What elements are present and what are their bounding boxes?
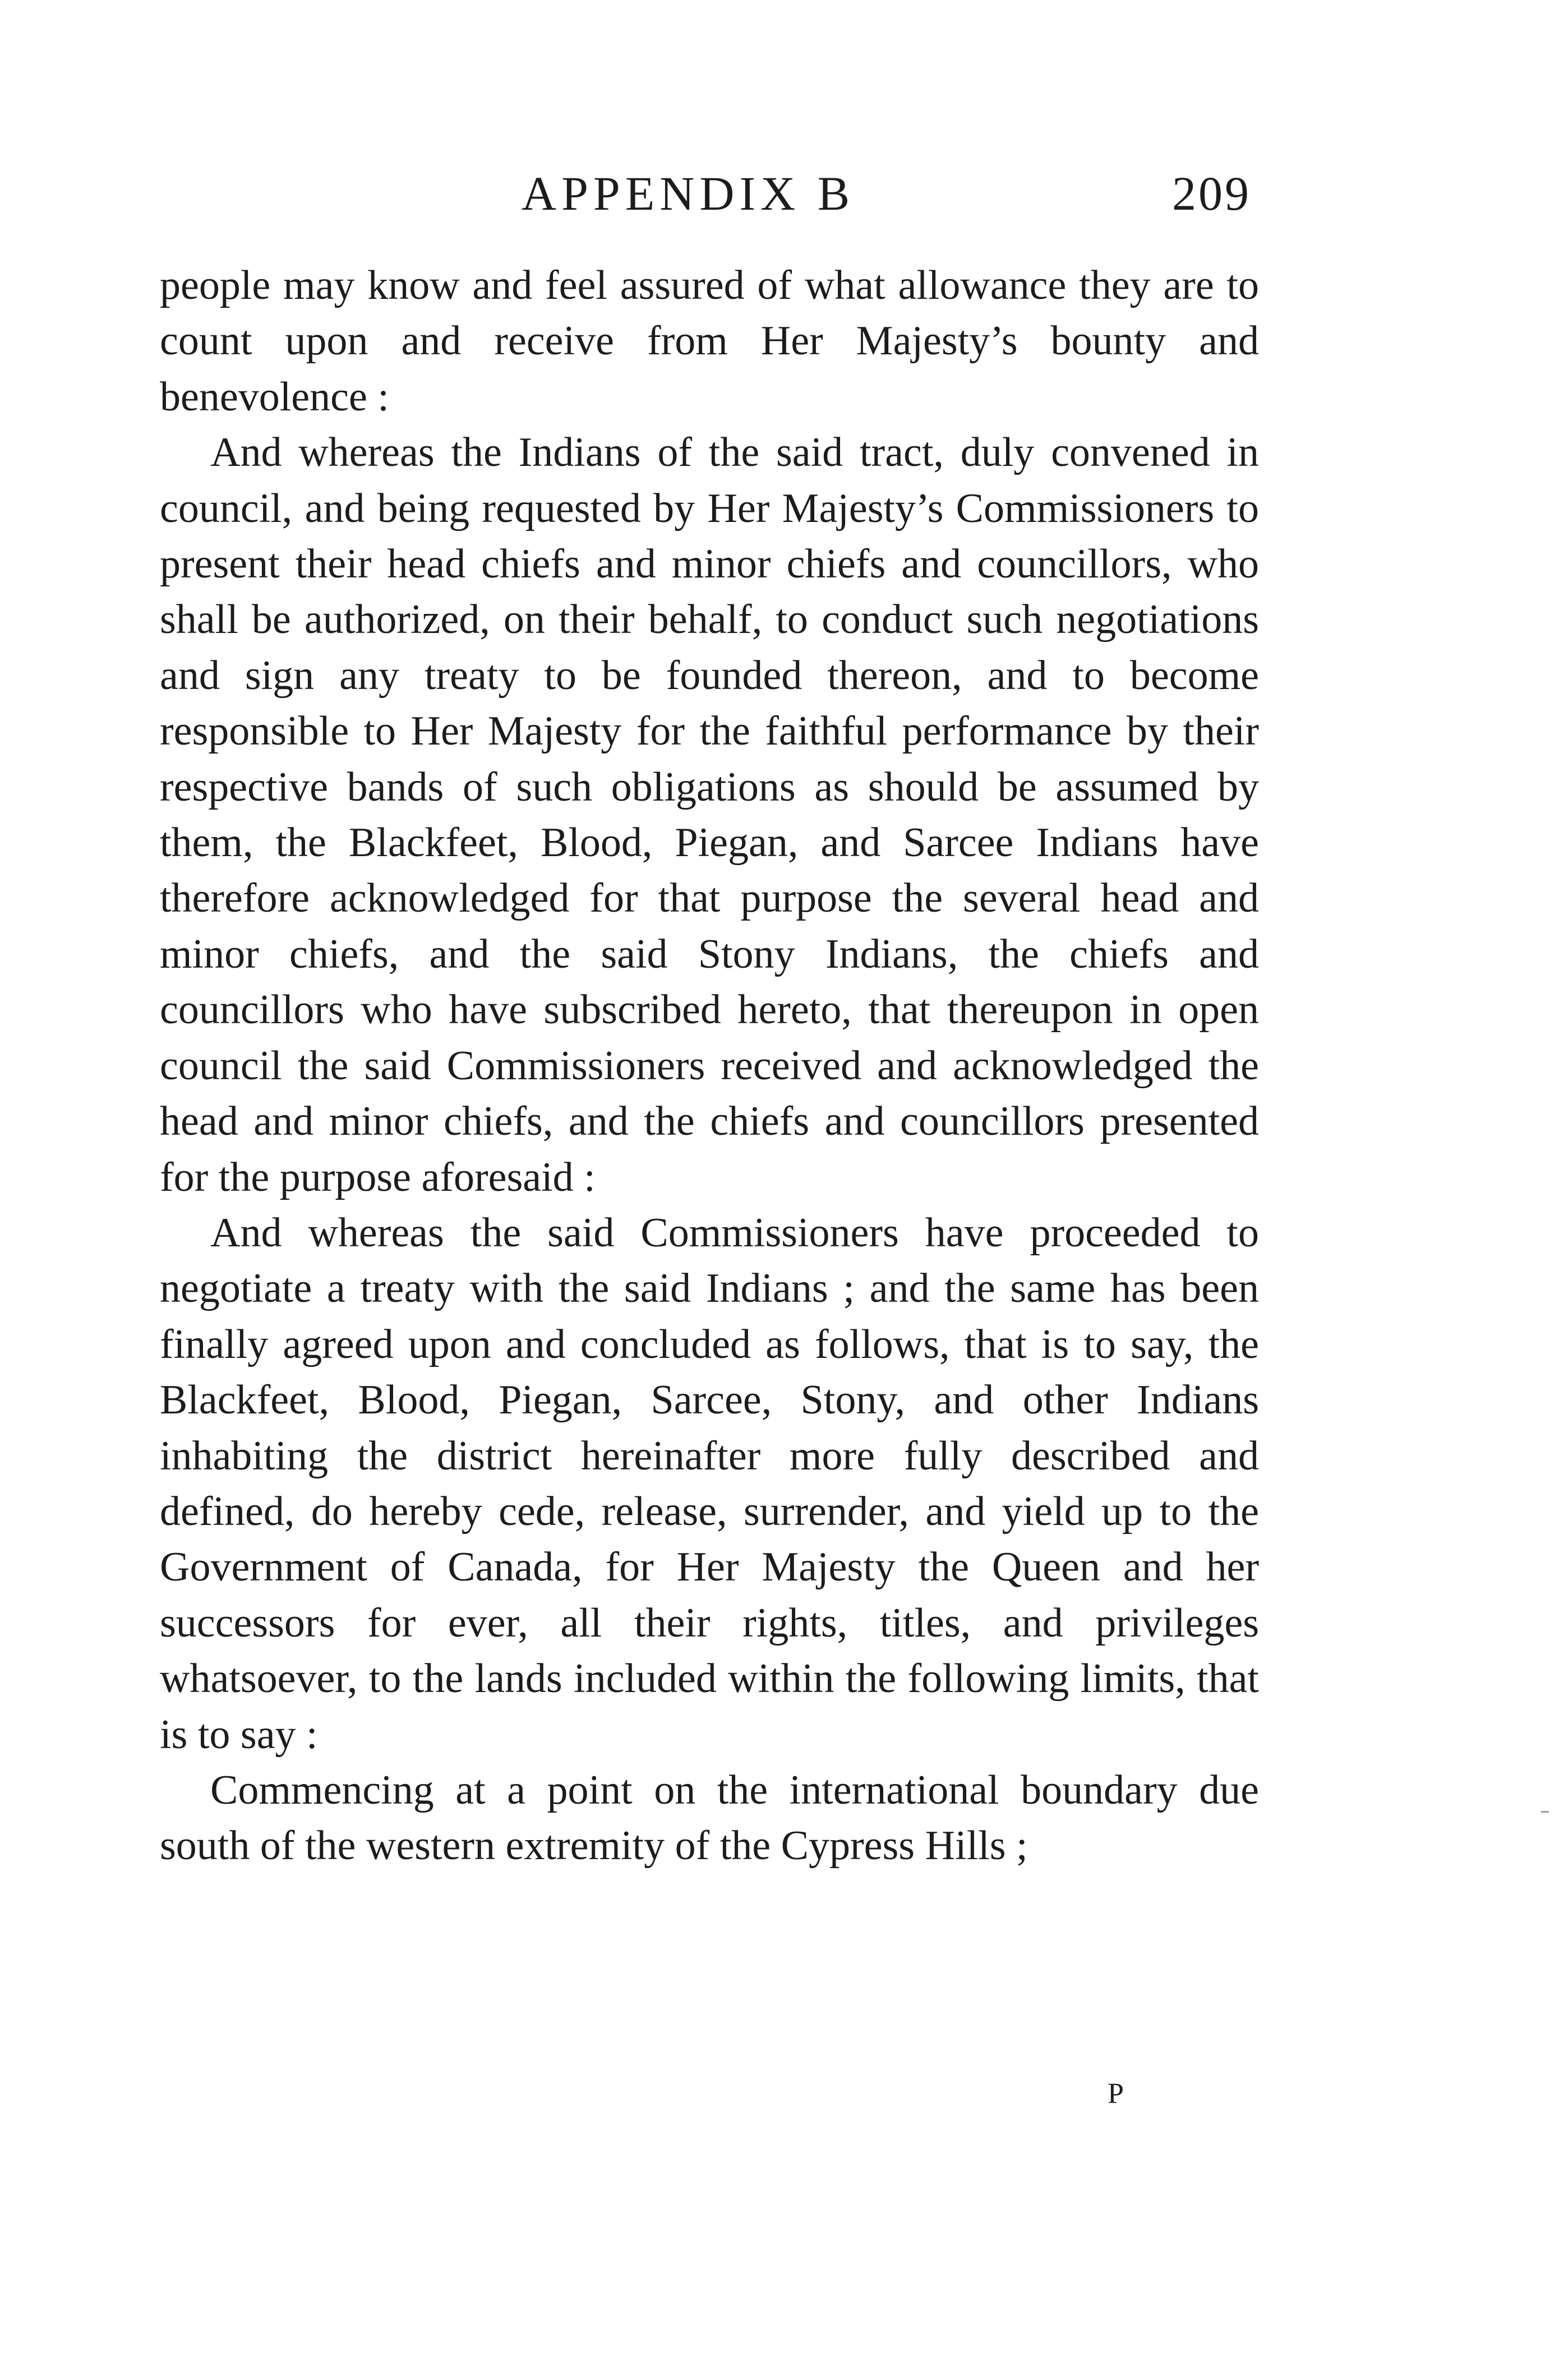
page-number: 209: [1172, 167, 1251, 220]
paragraph-continuation: people may know and feel assured of what allowance they are to count upon and receive from Her Majesty’s bounty and benevolence :: [160, 262, 1259, 420]
margin-mark: [1541, 1811, 1549, 1813]
paragraph-commencing: Commencing at a point on the international boundary due south of the western extremity of the Cypress Hills ;: [160, 1767, 1259, 1869]
page-header: [0, 163, 1559, 224]
paragraph-whereas-council: And whereas the Indians of the said tract, duly convened in council, and being requested by Her Majesty’s Commissioners to present their head chiefs and minor chiefs and councillors, who shall be authorized, on their behalf, to conduct such negotiations and sign any treaty to be founded thereon, and to become responsible to Her Majesty for the faithful performance by their respective bands of such obligations as should be assumed by them, the Blackfeet, Blood, Piegan, and Sarcee Indians have therefore acknowledged for that purpose the several head and minor chiefs, and the said Stony Indians, the chiefs and councillors who have subscribed hereto, that thereupon in open council the said Commissioners received and acknowledged the head and minor chiefs, and the chiefs and councillors presented for the purpose aforesaid :: [160, 429, 1259, 1200]
running-title: APPENDIX B: [522, 167, 855, 220]
paragraph-whereas-treaty: And whereas the said Commissioners have proceeded to negotiate a treaty with the said Indians ; and the same has been finally agreed upon and concluded as follows, that is to say, the Blackfeet, Blood, Piegan, Sarcee, Stony, and other Indians inhabiting the district hereinafter more fully described and defined, do hereby cede, release, surrender, and yield up to the Government of Canada, for Her Majesty the Queen and her successors for ever, all their rights, titles, and privileges whatsoever, to the lands included within the following limits, that is to say :: [160, 1209, 1259, 1758]
signature-mark: P: [1108, 2078, 1124, 2110]
body-text: [160, 258, 1259, 1874]
